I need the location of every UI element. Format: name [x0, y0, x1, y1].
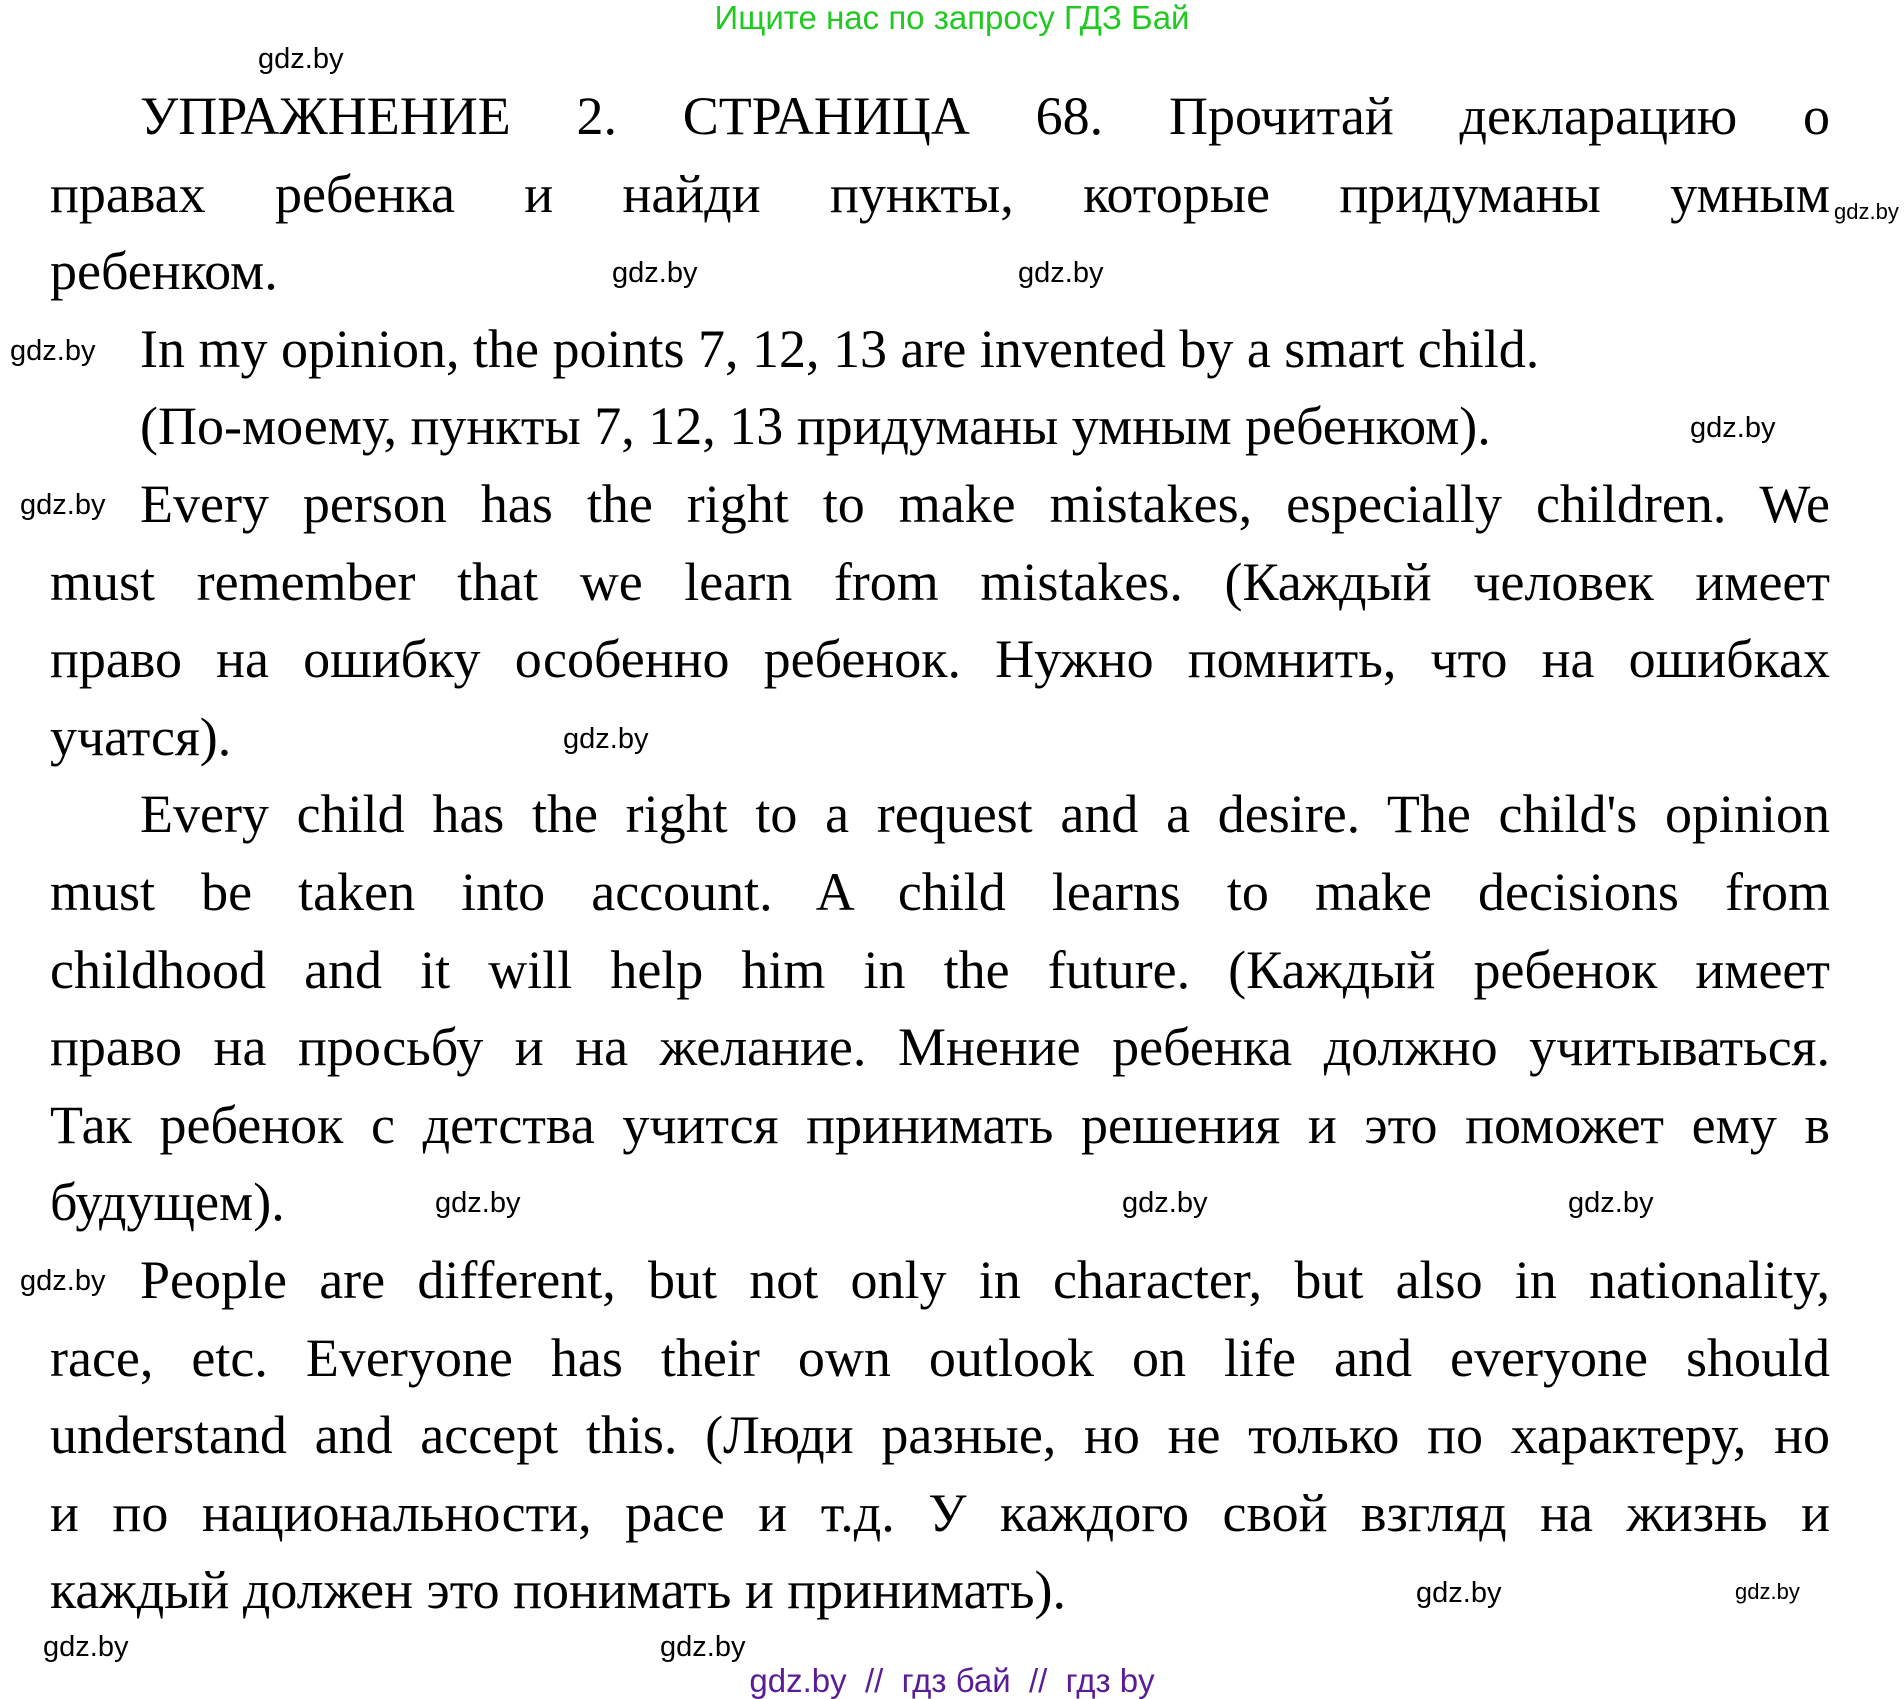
watermark: gdz.by	[1018, 257, 1104, 289]
watermark: gdz.by	[1834, 199, 1899, 224]
text-line: и по национальности, расе и т.д. У каждого свой взгляд на жизнь и	[50, 1482, 1830, 1543]
watermark: gdz.by	[660, 1631, 746, 1663]
text-line: (По-моему, пункты 7, 12, 13 придуманы умным ребенком).	[140, 396, 1491, 457]
text-line: understand and accept this. (Люди разные, но не только по характеру, но	[50, 1405, 1830, 1466]
text-line: Every person has the right to make mistakes, especially children. We	[140, 473, 1830, 534]
watermark: gdz.by	[20, 1265, 106, 1297]
watermark: gdz.by	[1568, 1187, 1654, 1219]
watermark: gdz.by	[10, 335, 96, 367]
text-line: правах ребенка и найди пункты, которые придуманы умным	[50, 163, 1830, 224]
watermark: gdz.by	[1416, 1577, 1502, 1609]
watermark: gdz.by	[435, 1187, 521, 1219]
footer-banner: gdz.by // гдз бай // гдз by	[749, 1662, 1155, 1699]
text-line: будущем).	[50, 1172, 285, 1233]
text-line: право на ошибку особенно ребенок. Нужно помнить, что на ошибках	[50, 629, 1830, 690]
text-line: Every child has the right to a request and a desire. The child's opinion	[140, 784, 1830, 845]
watermark: gdz.by	[1690, 412, 1776, 444]
text-line: race, etc. Everyone has their own outlook on life and everyone should	[50, 1327, 1830, 1388]
watermark: gdz.by	[1122, 1187, 1208, 1219]
text-line: People are different, but not only in character, but also in nationality,	[140, 1249, 1830, 1310]
watermark: gdz.by	[43, 1631, 129, 1663]
text-line: каждый должен это понимать и принимать).	[50, 1560, 1066, 1621]
watermark: gdz.by	[612, 257, 698, 289]
exercise-text	[50, 78, 1830, 1630]
search-hint-banner: Ищите нас по запросу ГДЗ Бай	[714, 0, 1190, 36]
watermark: gdz.by	[563, 723, 649, 755]
text-line: In my opinion, the points 7, 12, 13 are invented by a smart child.	[140, 318, 1540, 379]
watermark: gdz.by	[20, 489, 106, 521]
text-line: must be taken into account. A child learns to make decisions from	[50, 861, 1830, 922]
watermark: gdz.by	[1735, 1579, 1800, 1604]
text-line: УПРАЖНЕНИЕ 2. СТРАНИЦА 68. Прочитай декларацию о	[140, 86, 1830, 146]
watermark: gdz.by	[258, 43, 344, 75]
text-line: ребенком.	[50, 241, 278, 302]
text-line: Так ребенок с детства учится принимать решения и это поможет ему в	[50, 1094, 1830, 1155]
text-line: право на просьбу и на желание. Мнение ребенка должно учитываться.	[50, 1017, 1830, 1078]
text-line: childhood and it will help him in the future. (Каждый ребенок имеет	[50, 939, 1830, 1000]
text-line: учатся).	[50, 706, 232, 767]
text-line: must remember that we learn from mistakes. (Каждый человек имеет	[50, 551, 1830, 612]
